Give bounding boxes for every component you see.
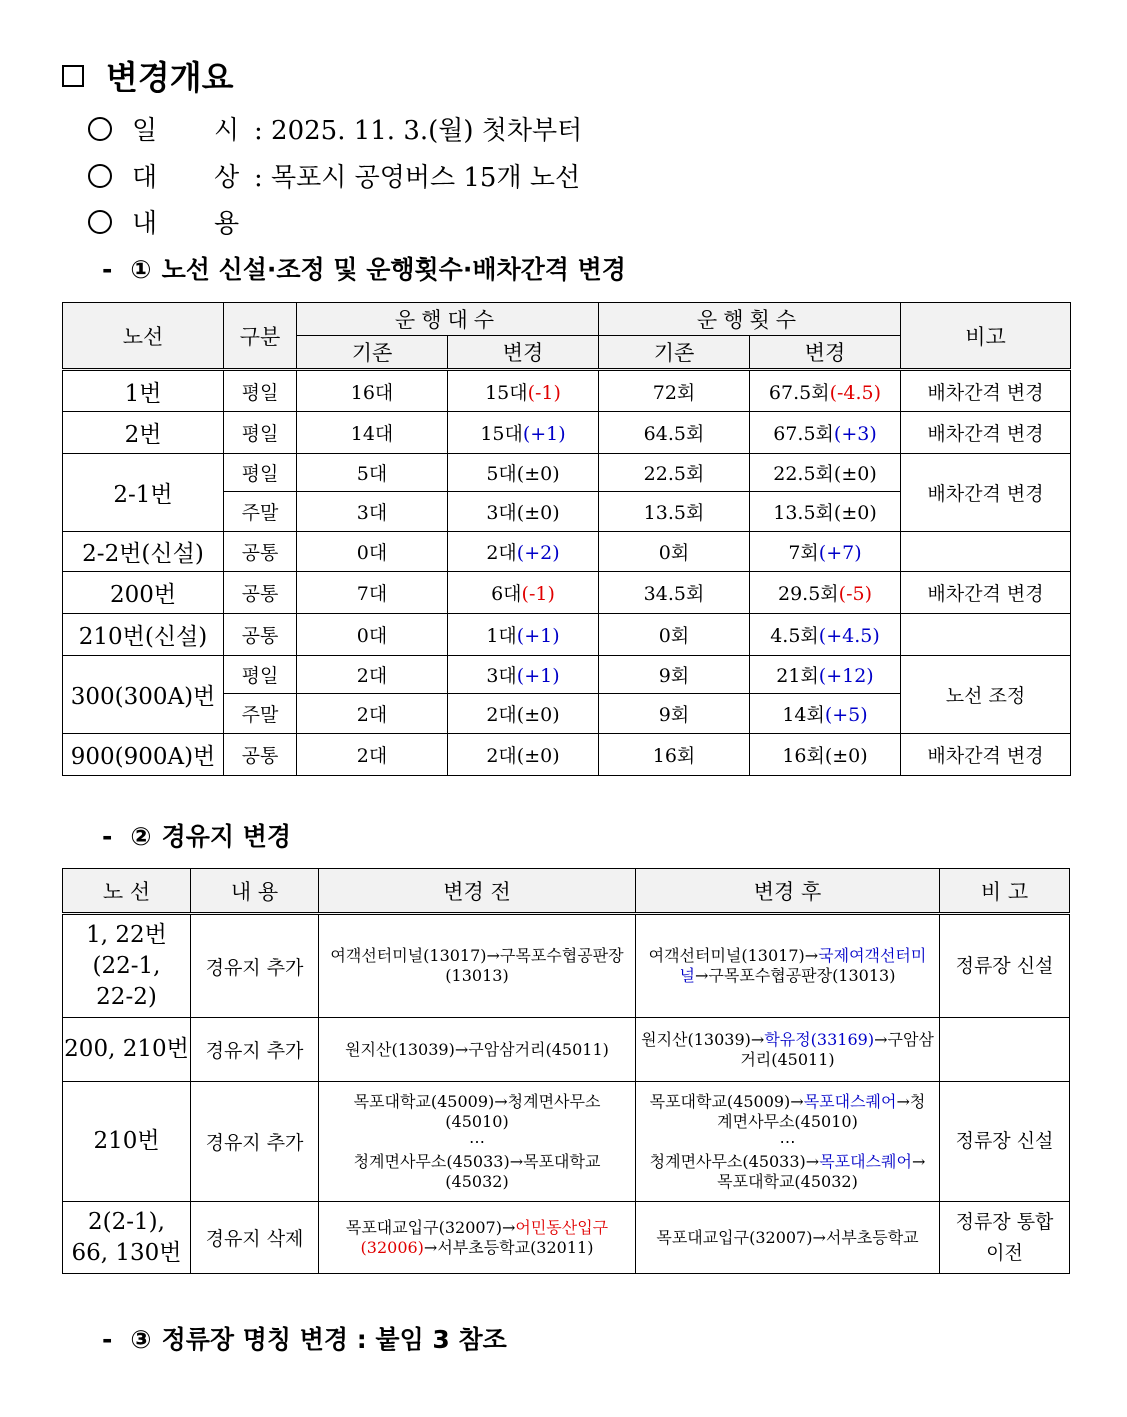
line	[323, 1092, 631, 1132]
after-cell	[636, 914, 940, 1018]
section-number: ②	[130, 822, 152, 851]
table-row	[63, 454, 1071, 492]
item-key-1: 내	[132, 209, 158, 239]
trip-after-cell	[750, 412, 901, 454]
route-cell	[63, 454, 224, 532]
type-cell	[224, 532, 297, 572]
trip-delta: (±0)	[824, 745, 868, 767]
trip-before-cell	[599, 532, 750, 572]
bus-before: 0대	[356, 625, 388, 647]
line: 22-2)	[96, 983, 157, 1010]
route-name: 210번(신설)	[78, 624, 208, 650]
trip-before-cell	[599, 492, 750, 532]
segment: (13013)	[445, 966, 509, 985]
trip-after: 14회	[782, 704, 825, 726]
line: 2(2-1),	[88, 1208, 165, 1235]
section-text: 노선 신설·조정 및 운행횟수·배차간격 변경	[161, 255, 626, 284]
day-type: 공통	[241, 583, 279, 605]
trip-before: 13.5회	[643, 502, 705, 524]
header-trip-before: 기존	[599, 336, 750, 370]
header-trips: 운행횟수	[599, 303, 901, 336]
day-type: 평일	[241, 665, 279, 687]
bus-after: 6대	[491, 583, 522, 605]
bus-delta: (±0)	[516, 502, 560, 524]
bus-before: 2대	[356, 745, 388, 767]
segment: 목포대교입구(32007)→서부초등학교	[656, 1227, 919, 1247]
bus-delta: (+1)	[516, 665, 560, 687]
header-buses: 운행대수	[297, 303, 599, 336]
type-cell	[224, 734, 297, 776]
line	[323, 946, 631, 966]
trip-before: 9회	[658, 665, 690, 687]
bus-before-cell	[297, 572, 448, 614]
bus-after-cell	[448, 656, 599, 694]
bus-after-cell	[448, 614, 599, 656]
day-type: 평일	[241, 463, 279, 485]
route-cell	[63, 1082, 191, 1202]
bus-delta: (±0)	[516, 463, 560, 485]
stop-change-table	[62, 868, 1070, 1274]
bus-after: 15대	[485, 381, 528, 404]
line: 66, 130번	[71, 1239, 182, 1266]
header-note: 비고	[901, 303, 1071, 370]
item-value: : 목포시 공영버스 15개 노선	[254, 163, 581, 193]
trip-delta: (±0)	[833, 502, 877, 524]
segment: (32006)	[360, 1237, 424, 1257]
note-text: 배차간격 변경	[927, 423, 1044, 445]
bus-after: 1대	[486, 625, 517, 647]
trip-before-cell	[599, 694, 750, 734]
trip-delta: (+12)	[818, 665, 874, 687]
line	[323, 966, 631, 986]
content-text: 경유지 삭제	[205, 1228, 304, 1250]
day-type: 공통	[241, 542, 279, 564]
day-type: 주말	[241, 502, 279, 524]
line: 이전	[986, 1241, 1023, 1264]
page-title-text: 변경개요	[106, 58, 234, 97]
bus-delta: (+2)	[516, 542, 560, 564]
trip-after: 22.5회	[773, 463, 834, 485]
table-row	[63, 532, 1071, 572]
route-name: 2-1번	[113, 482, 173, 508]
segment: 계면사무소(45010)	[717, 1111, 858, 1131]
line	[640, 1228, 935, 1248]
trip-after: 13.5회	[773, 502, 834, 524]
day-type: 공통	[241, 745, 279, 767]
note-cell	[940, 914, 1070, 1018]
day-type: 공통	[241, 625, 279, 647]
line: 210번	[93, 1128, 160, 1154]
content-text: 경유지 추가	[205, 956, 304, 979]
trip-before-cell	[599, 412, 750, 454]
header-content: 내 용	[191, 869, 319, 914]
item-key-2: 상	[214, 163, 240, 193]
segment: →청	[896, 1091, 926, 1111]
segment: ⋯	[779, 1131, 796, 1151]
route-name: 1번	[124, 380, 162, 407]
trip-after: 16회	[782, 745, 825, 767]
route-cell	[63, 1018, 191, 1082]
segment: 원지산(13039)→구암삼거리(45011)	[345, 1039, 609, 1059]
bus-before: 5대	[356, 463, 388, 485]
bus-delta: (-1)	[521, 583, 555, 605]
table-row	[63, 1082, 1070, 1202]
before-cell	[319, 914, 636, 1018]
route-cell	[63, 914, 191, 1018]
section-text: 정류장 명칭 변경 : 붙임 3 참조	[161, 1325, 507, 1354]
overview-item-target	[88, 157, 580, 194]
header-type: 구분	[224, 303, 297, 370]
section-heading-1	[102, 250, 626, 286]
day-type: 주말	[241, 704, 279, 726]
note-cell	[901, 734, 1071, 776]
bus-before-cell	[297, 734, 448, 776]
segment: 목포대학교(45009)→청계면사무소(45010)	[353, 1091, 601, 1131]
header-trip-after: 변경	[750, 336, 901, 370]
bus-after: 2대	[486, 542, 517, 564]
item-key-1: 대	[132, 163, 158, 193]
segment: 국제여객선터미	[818, 946, 927, 965]
content-text: 경유지 추가	[205, 1132, 304, 1154]
type-cell	[224, 412, 297, 454]
line: 정류장 통합	[955, 1210, 1054, 1233]
section-dash: -	[102, 822, 113, 851]
segment: →	[911, 1151, 926, 1171]
type-cell	[224, 492, 297, 532]
note-cell	[901, 412, 1071, 454]
section-heading-3	[102, 1320, 507, 1356]
route-cell	[63, 412, 224, 454]
route-cell	[63, 734, 224, 776]
trip-after: 29.5회	[777, 583, 839, 605]
segment: 청계면사무소(45033)→목포대학교(45032)	[353, 1151, 601, 1191]
header-after: 변경 후	[636, 869, 940, 914]
type-cell	[224, 572, 297, 614]
trip-before-cell	[599, 370, 750, 412]
bus-before-cell	[297, 412, 448, 454]
trip-after: 7회	[788, 542, 819, 564]
route-name: 300(300A)번	[70, 684, 216, 710]
segment: 목포대학교(45009)→	[649, 1091, 804, 1111]
segment: ⋯	[469, 1131, 485, 1151]
type-cell	[224, 614, 297, 656]
note-cell	[901, 454, 1071, 532]
trip-delta: (+4.5)	[818, 625, 880, 647]
trip-delta: (+3)	[833, 423, 877, 445]
trip-after-cell	[750, 454, 901, 492]
bus-delta: (±0)	[516, 745, 560, 767]
trip-before: 64.5회	[643, 423, 705, 445]
section-number: ①	[130, 255, 152, 284]
circle-bullet-icon	[88, 164, 112, 188]
after-cell	[636, 1018, 940, 1082]
segment: 학유정(33169)	[764, 1029, 875, 1049]
bus-delta: (+1)	[522, 423, 566, 445]
trip-before-cell	[599, 572, 750, 614]
route-cell	[63, 656, 224, 734]
before-cell	[319, 1202, 636, 1274]
trip-delta: (-5)	[838, 583, 872, 605]
route-name: 2번	[124, 422, 162, 448]
page-title	[62, 52, 234, 99]
trip-before: 0회	[658, 625, 690, 647]
item-key-1: 일	[132, 116, 158, 146]
bus-after-cell	[448, 694, 599, 734]
trip-delta: (±0)	[833, 463, 877, 485]
trip-delta: (+5)	[824, 704, 868, 726]
header-route: 노 선	[63, 869, 191, 914]
trip-delta: (-4.5)	[829, 381, 882, 404]
line	[323, 1132, 631, 1152]
bus-after-cell	[448, 572, 599, 614]
table-row	[63, 1018, 1070, 1082]
bus-before: 2대	[356, 665, 388, 687]
bus-after: 3대	[486, 665, 517, 687]
bus-after: 3대	[486, 502, 517, 524]
route-cell	[63, 1202, 191, 1274]
table-row	[63, 656, 1071, 694]
type-cell	[224, 694, 297, 734]
item-value: : 2025. 11. 3.(월) 첫차부터	[254, 116, 583, 146]
section-number: ③	[130, 1325, 152, 1354]
trip-before: 34.5회	[643, 583, 705, 605]
bus-before: 3대	[356, 502, 388, 524]
note-cell	[940, 1202, 1070, 1274]
route-name: 200번	[109, 582, 177, 608]
note-cell	[901, 656, 1071, 734]
table-row	[63, 370, 1071, 412]
note-cell	[940, 1018, 1070, 1082]
after-cell	[636, 1082, 940, 1202]
trip-after-cell	[750, 734, 901, 776]
trip-before: 72회	[652, 381, 696, 404]
trip-after-cell	[750, 492, 901, 532]
line	[640, 1152, 935, 1172]
bus-after-cell	[448, 734, 599, 776]
line	[323, 1040, 631, 1060]
line	[323, 1152, 631, 1192]
bus-before: 14대	[350, 423, 394, 445]
bus-before-cell	[297, 370, 448, 412]
type-cell	[224, 454, 297, 492]
trip-before-cell	[599, 734, 750, 776]
segment: 어민동산입구	[515, 1217, 609, 1237]
bus-after-cell	[448, 532, 599, 572]
circle-bullet-icon	[88, 210, 112, 234]
header-route: 노선	[63, 303, 224, 370]
circle-bullet-icon	[88, 117, 112, 141]
note-text: 배차간격 변경	[927, 483, 1044, 505]
trip-after-cell	[750, 614, 901, 656]
table-row	[63, 614, 1071, 656]
route-cell	[63, 572, 224, 614]
item-key-2: 시	[214, 116, 240, 146]
bus-after-cell	[448, 492, 599, 532]
route-cell	[63, 614, 224, 656]
segment: 여객선터미널(13017)→구목포수협공판장	[330, 946, 624, 965]
trip-before-cell	[599, 614, 750, 656]
line: 1, 22번	[86, 921, 167, 948]
overview-item-content	[88, 203, 254, 240]
section-dash: -	[102, 1325, 113, 1354]
line	[640, 946, 935, 966]
trip-before: 0회	[658, 542, 690, 564]
content-cell	[191, 1018, 319, 1082]
bus-before: 16대	[350, 381, 394, 404]
note-cell	[901, 370, 1071, 412]
table-row	[63, 412, 1071, 454]
bus-before-cell	[297, 614, 448, 656]
section-dash: -	[102, 255, 113, 284]
trip-after-cell	[750, 370, 901, 412]
line: 200, 210번	[64, 1036, 189, 1062]
line	[640, 1132, 935, 1152]
bus-after: 5대	[486, 463, 517, 485]
type-cell	[224, 370, 297, 412]
segment: →구암삼	[874, 1029, 934, 1049]
bus-before-cell	[297, 454, 448, 492]
segment: 목포대스퀘어	[803, 1091, 897, 1111]
trip-after: 4.5회	[770, 625, 819, 647]
segment: 목포대학교(45032)	[717, 1171, 858, 1191]
route-name: 900(900A)번	[70, 744, 216, 770]
trip-after: 67.5회	[773, 423, 834, 445]
bus-after-cell	[448, 412, 599, 454]
line	[640, 1112, 935, 1132]
header-note: 비 고	[940, 869, 1070, 914]
segment: 널	[679, 966, 696, 985]
bus-before: 7대	[356, 583, 388, 605]
line: (22-1,	[92, 952, 161, 979]
trip-before-cell	[599, 656, 750, 694]
note-text: 노선 조정	[945, 685, 1026, 707]
table-row	[63, 1202, 1070, 1274]
trip-after-cell	[750, 694, 901, 734]
segment: 목포대교입구(32007)→	[345, 1217, 516, 1237]
segment: 청계면사무소(45033)→	[649, 1151, 820, 1171]
after-cell	[636, 1202, 940, 1274]
route-change-table	[62, 302, 1071, 776]
trip-after-cell	[750, 532, 901, 572]
item-key-2: 용	[214, 209, 240, 239]
line	[640, 966, 935, 986]
trip-after-cell	[750, 656, 901, 694]
content-cell	[191, 1202, 319, 1274]
bus-after: 2대	[486, 745, 517, 767]
bus-before-cell	[297, 532, 448, 572]
line: 정류장 신설	[955, 954, 1054, 977]
header-bus-after: 변경	[448, 336, 599, 370]
table-row	[63, 914, 1070, 1018]
before-cell	[319, 1082, 636, 1202]
segment: →서부초등학교(32011)	[423, 1237, 594, 1257]
line	[640, 1030, 935, 1050]
content-cell	[191, 914, 319, 1018]
before-cell	[319, 1018, 636, 1082]
note-text: 배차간격 변경	[927, 745, 1044, 767]
line	[640, 1050, 935, 1070]
segment: 거리(45011)	[740, 1049, 835, 1069]
note-text: 배차간격 변경	[927, 583, 1044, 605]
bus-delta: (+1)	[516, 625, 560, 647]
line	[640, 1092, 935, 1112]
bus-after-cell	[448, 454, 599, 492]
header-bus-before: 기존	[297, 336, 448, 370]
segment: →구목포수협공판장(13013)	[695, 966, 896, 985]
trip-before: 9회	[658, 704, 690, 726]
line	[323, 1238, 631, 1258]
table-row	[63, 572, 1071, 614]
trip-before-cell	[599, 454, 750, 492]
header-before: 변경 전	[319, 869, 636, 914]
content-text: 경유지 추가	[205, 1040, 304, 1062]
bus-delta: (-1)	[527, 381, 561, 404]
content-cell	[191, 1082, 319, 1202]
bus-before-cell	[297, 492, 448, 532]
note-cell	[901, 614, 1071, 656]
line	[323, 1218, 631, 1238]
segment: 원지산(13039)→	[641, 1029, 765, 1049]
bus-before: 0대	[356, 542, 388, 564]
route-cell	[63, 370, 224, 412]
bus-after: 2대	[486, 704, 517, 726]
bus-before-cell	[297, 656, 448, 694]
bus-after-cell	[448, 370, 599, 412]
bus-after: 15대	[480, 423, 523, 445]
trip-after-cell	[750, 572, 901, 614]
section-heading-2	[102, 817, 291, 853]
trip-before: 22.5회	[643, 463, 705, 485]
segment: 여객선터미널(13017)→	[648, 946, 819, 965]
segment: 목포대스퀘어	[819, 1151, 912, 1171]
route-cell	[63, 532, 224, 572]
note-cell	[940, 1082, 1070, 1202]
trip-before: 16회	[652, 745, 696, 767]
section-text: 경유지 변경	[161, 822, 292, 851]
square-bullet-icon	[62, 65, 84, 87]
trip-after: 67.5회	[768, 381, 830, 404]
day-type: 평일	[241, 381, 279, 404]
bus-before-cell	[297, 694, 448, 734]
bus-delta: (±0)	[516, 704, 560, 726]
bus-before: 2대	[356, 704, 388, 726]
overview-item-date	[88, 110, 582, 147]
note-text: 배차간격 변경	[927, 381, 1044, 404]
trip-after: 21회	[776, 665, 819, 687]
day-type: 평일	[241, 423, 279, 445]
route-name: 2-2번(신설)	[82, 541, 204, 567]
line: 정류장 신설	[955, 1130, 1054, 1152]
note-cell	[901, 572, 1071, 614]
table-row	[63, 734, 1071, 776]
type-cell	[224, 656, 297, 694]
line	[640, 1172, 935, 1192]
trip-delta: (+7)	[818, 542, 862, 564]
note-cell	[901, 532, 1071, 572]
